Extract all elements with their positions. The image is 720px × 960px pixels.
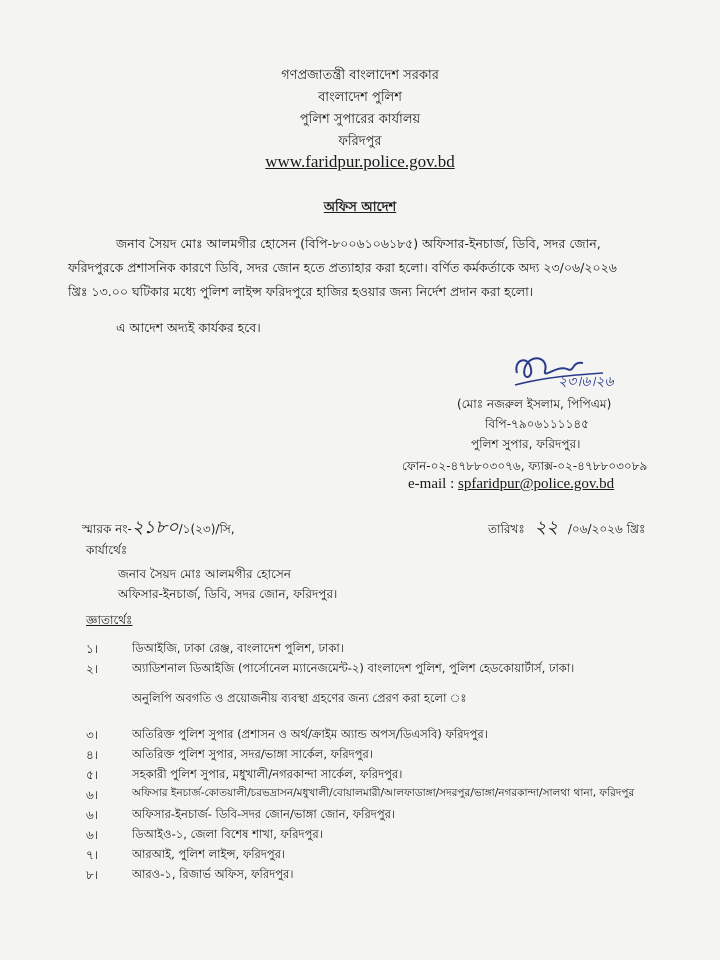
header-office: পুলিশ সুপারের কার্যালয় [299, 112, 421, 127]
info-item: ডিআইজি, ঢাকা রেঞ্জ, বাংলাদেশ পুলিশ, ঢাকা। [132, 641, 344, 655]
copy-item-number: ৮। [86, 868, 99, 882]
order-line-2: ফরিদপুরকে প্রশাসনিক কারণে ডিবি, সদর জোন হতে প্রত্যাহার করা হলো। বর্ণিত কর্মকর্তাকে অদ্য ২৩/০৬/২০২৬ [68, 260, 617, 275]
email-address: spfaridpur@police.gov.bd [457, 476, 615, 492]
copy-item: আরআই, পুলিশ লাইন্স, ফরিদপুর। [132, 847, 286, 861]
signatory-bp: বিপি-৭৯০৬১১১১৪৫ [485, 417, 589, 431]
action-label: কার্যার্থেঃ [86, 543, 128, 557]
copy-item-number: ৩। [86, 728, 99, 742]
memo-date-rest: /০৬/২০২৬ খ্রিঃ [567, 522, 646, 536]
action-recipient-name: জনাব সৈয়দ মোঃ আলমগীর হোসেন [118, 567, 291, 581]
copy-item: সহকারী পুলিশ সুপার, মধুখালী/নগরকান্দা সার্কেল, ফরিদপুর। [132, 767, 403, 781]
header-government: গণপ্রজাতন্ত্রী বাংলাদেশ সরকার [281, 68, 439, 83]
copy-item: অফিসার-ইনচার্জ- ডিবি-সদর জোন/ভাঙ্গা জোন, ফরিদপুর। [132, 807, 396, 821]
copy-item-number: ৫। [86, 768, 99, 782]
memo-number [82, 513, 235, 544]
header-police: বাংলাদেশ পুলিশ [318, 90, 402, 105]
header-website: www.faridpur.police.gov.bd [265, 152, 455, 171]
memo-number-rest: /১(২৩)/সি, [178, 522, 235, 536]
copy-item-number: ৪। [86, 748, 99, 762]
memo-date-day: ২২ [534, 517, 559, 537]
copy-item: অতিরিক্ত পুলিশ সুপার (প্রশাসন ও অর্থ/ক্রাইম অ্যান্ড অপস/ডিএসবি) ফরিদপুর। [132, 727, 488, 741]
copy-item-number: ৬। [86, 788, 99, 802]
memo-number-handwritten: ২১৮০ [131, 517, 179, 537]
order-paragraph [68, 232, 708, 304]
info-label: জ্ঞাতার্থেঃ [86, 613, 133, 627]
effective-statement: এ আদেশ অদ্যই কার্যকর হবে। [116, 320, 261, 335]
contact-email [408, 476, 614, 493]
copy-intro: অনুলিপি অবগতি ও প্রয়োজনীয় ব্যবস্থা গ্রহণের জন্য প্রেরণ করা হলো ঃ [132, 691, 467, 705]
memo-date-label: তারিখঃ [488, 522, 525, 536]
copy-item-number: ৬। [86, 828, 99, 842]
copy-item: ডিআইও-১, জেলা বিশেষ শাখা, ফরিদপুর। [132, 827, 323, 841]
memo-label: স্মারক নং- [82, 522, 132, 536]
copy-item-number: ৭। [86, 848, 99, 862]
signatory-name: (মোঃ নজরুল ইসলাম, পিপিএম) [457, 397, 612, 411]
order-line-3: খ্রিঃ ১৩.০০ ঘটিকার মধ্যে পুলিশ লাইন্স ফরিদপুরে হাজির হওয়ার জন্য নির্দেশ প্রদান করা হলো। [68, 284, 534, 299]
header-district: ফরিদপুর [338, 134, 382, 149]
copy-item-number: ৬। [86, 808, 99, 822]
signature-date: ২৩।৬।২৬ [558, 375, 614, 390]
email-label: e-mail : [408, 476, 455, 492]
contact-phone-fax: ফোন-০২-৪৭৮৮০৩০৭৬, ফ্যাক্স-০২-৪৭৮৮০৩০৮৯ [402, 459, 648, 473]
copy-item: অফিসার ইনচার্জ-কোতয়ালী/চরভদ্রাসন/মধুখালী/বোয়ালমারী/আলফাডাঙ্গা/সদরপুর/ভাঙ্গা/নগরকান্দা/সালথা থানা, ফরিদপুর [132, 787, 635, 799]
memo-date [488, 513, 645, 544]
signatory-designation: পুলিশ সুপার, ফরিদপুর। [471, 437, 581, 451]
info-item: অ্যাডিশনাল ডিআইজি (পার্সোনেল ম্যানেজমেন্ট-২) বাংলাদেশ পুলিশ, পুলিশ হেডকোয়ার্টার্স, ঢাকা। [132, 661, 575, 675]
info-item-number: ২। [86, 662, 99, 676]
action-recipient-post: অফিসার-ইনচার্জ, ডিবি, সদর জোন, ফরিদপুর। [118, 587, 338, 601]
copy-item: অতিরিক্ত পুলিশ সুপার, সদর/ভাঙ্গা সার্কেল, ফরিদপুর। [132, 747, 373, 761]
copy-item: আরও-১, রিজার্ভ অফিস, ফরিদপুর। [132, 867, 294, 881]
info-item-number: ১। [86, 642, 99, 656]
order-line-1: জনাব সৈয়দ মোঃ আলমগীর হোসেন (বিপি-৮০০৬১০৬১৮৫) অফিসার-ইনচার্জ, ডিবি, সদর জোন, [116, 236, 601, 251]
document-title: অফিস আদেশ [323, 200, 397, 215]
